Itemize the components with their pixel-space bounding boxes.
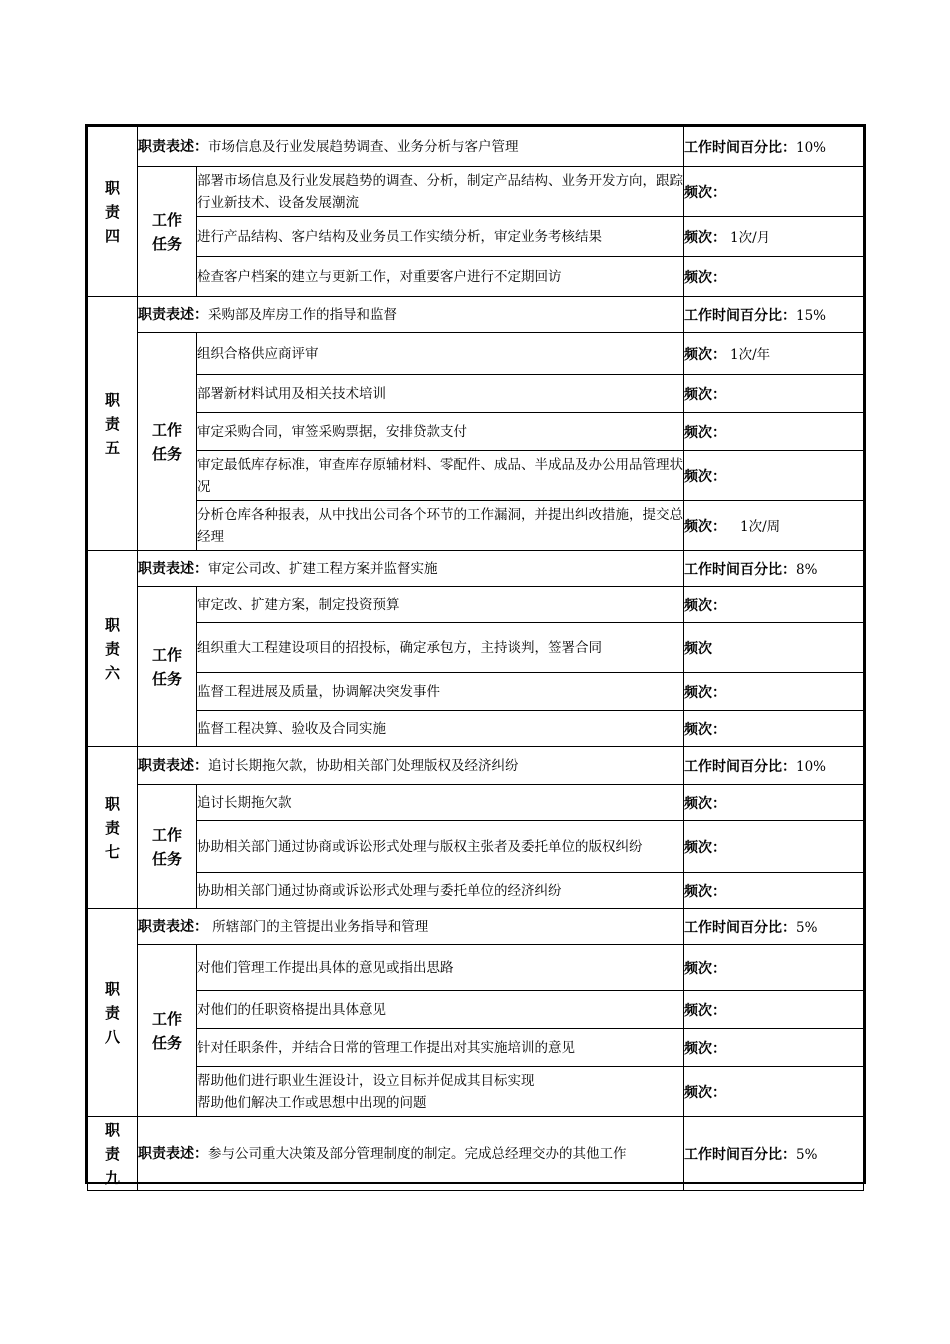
frequency-cell: 频次： bbox=[684, 991, 864, 1029]
duty-description: 职责表述：参与公司重大决策及部分管理制度的制定。完成总经理交办的其他工作 bbox=[138, 1117, 684, 1191]
task-text: 对他们管理工作提出具体的意见或指出思路 bbox=[197, 945, 684, 991]
duty-title: 职 责 五 bbox=[88, 297, 138, 551]
duty-title: 职 责 七 bbox=[88, 747, 138, 909]
task-text: 监督工程进展及质量，协调解决突发事件 bbox=[197, 673, 684, 711]
time-percent-cell: 工作时间百分比：5% bbox=[684, 909, 864, 945]
task-row bbox=[88, 217, 864, 257]
frequency-cell: 频次： 1次/周 bbox=[684, 501, 864, 551]
time-percent-cell: 工作时间百分比：15% bbox=[684, 297, 864, 333]
task-row bbox=[88, 501, 864, 551]
frequency-cell: 频次： 1次/月 bbox=[684, 217, 864, 257]
task-row bbox=[88, 673, 864, 711]
task-row bbox=[88, 451, 864, 501]
work-tasks-label: 工作 任务 bbox=[138, 587, 197, 747]
work-tasks-label: 工作 任务 bbox=[138, 785, 197, 909]
time-percent-cell: 工作时间百分比：10% bbox=[684, 747, 864, 785]
task-row bbox=[88, 1029, 864, 1067]
task-row bbox=[88, 785, 864, 821]
duty-description: 职责表述：市场信息及行业发展趋势调查、业务分析与客户管理 bbox=[138, 127, 684, 167]
task-text: 检查客户档案的建立与更新工作，对重要客户进行不定期回访 bbox=[197, 257, 684, 297]
task-text: 进行产品结构、客户结构及业务员工作实绩分析，审定业务考核结果 bbox=[197, 217, 684, 257]
task-text: 审定改、扩建方案，制定投资预算 bbox=[197, 587, 684, 623]
task-row bbox=[88, 587, 864, 623]
duty-row bbox=[88, 1117, 864, 1191]
task-text: 针对任职条件，并结合日常的管理工作提出对其实施培训的意见 bbox=[197, 1029, 684, 1067]
task-text: 监督工程决算、验收及合同实施 bbox=[197, 711, 684, 747]
duty-row bbox=[88, 551, 864, 587]
work-tasks-label: 工作 任务 bbox=[138, 167, 197, 297]
task-text: 帮助他们进行职业生涯设计，设立目标并促成其目标实现 帮助他们解决工作或思想中出现的问题 bbox=[197, 1067, 684, 1117]
task-text: 组织重大工程建设项目的招投标，确定承包方，主持谈判，签署合同 bbox=[197, 623, 684, 673]
work-tasks-label: 工作 任务 bbox=[138, 333, 197, 551]
frequency-cell: 频次： bbox=[684, 587, 864, 623]
task-text: 部署新材料试用及相关技术培训 bbox=[197, 375, 684, 413]
task-row bbox=[88, 413, 864, 451]
frequency-cell: 频次： bbox=[684, 167, 864, 217]
time-percent-cell: 工作时间百分比：10% bbox=[684, 127, 864, 167]
task-text: 追讨长期拖欠款 bbox=[197, 785, 684, 821]
task-row bbox=[88, 711, 864, 747]
frequency-cell: 频次： bbox=[684, 1029, 864, 1067]
task-row bbox=[88, 821, 864, 873]
frequency-cell: 频次： bbox=[684, 1067, 864, 1117]
frequency-cell: 频次： bbox=[684, 785, 864, 821]
frequency-cell: 频次： bbox=[684, 413, 864, 451]
task-text: 对他们的任职资格提出具体意见 bbox=[197, 991, 684, 1029]
duty-row bbox=[88, 747, 864, 785]
task-text: 协助相关部门通过协商或诉讼形式处理与委托单位的经济纠纷 bbox=[197, 873, 684, 909]
frequency-cell: 频次： bbox=[684, 375, 864, 413]
time-percent-cell: 工作时间百分比：5% bbox=[684, 1117, 864, 1191]
frequency-cell: 频次： bbox=[684, 711, 864, 747]
task-text: 分析仓库各种报表，从中找出公司各个环节的工作漏洞，并提出纠改措施，提交总经理 bbox=[197, 501, 684, 551]
task-row bbox=[88, 991, 864, 1029]
frequency-cell: 频次： bbox=[684, 451, 864, 501]
task-row bbox=[88, 873, 864, 909]
frequency-cell: 频次： bbox=[684, 873, 864, 909]
duty-description: 职责表述：采购部及库房工作的指导和监督 bbox=[138, 297, 684, 333]
task-text: 部署市场信息及行业发展趋势的调查、分析，制定产品结构、业务开发方向，跟踪行业新技术、设备发展潮流 bbox=[197, 167, 684, 217]
duty-description: 职责表述： 所辖部门的主管提出业务指导和管理 bbox=[138, 909, 684, 945]
task-text: 审定最低库存标准，审查库存原辅材料、零配件、成品、半成品及办公用品管理状况 bbox=[197, 451, 684, 501]
frequency-cell: 频次 bbox=[684, 623, 864, 673]
task-text: 审定采购合同，审签采购票据，安排贷款支付 bbox=[197, 413, 684, 451]
duty-description: 职责表述：审定公司改、扩建工程方案并监督实施 bbox=[138, 551, 684, 587]
frequency-cell: 频次： 1次/年 bbox=[684, 333, 864, 375]
task-row bbox=[88, 333, 864, 375]
task-text: 组织合格供应商评审 bbox=[197, 333, 684, 375]
duty-title: 职 责 九 bbox=[88, 1117, 138, 1191]
duty-title: 职 责 六 bbox=[88, 551, 138, 747]
task-row bbox=[88, 623, 864, 673]
duty-description: 职责表述：追讨长期拖欠款，协助相关部门处理版权及经济纠纷 bbox=[138, 747, 684, 785]
task-row bbox=[88, 945, 864, 991]
duty-row bbox=[88, 297, 864, 333]
duty-table-sheet bbox=[85, 124, 866, 1187]
frequency-cell: 频次： bbox=[684, 945, 864, 991]
duty-title: 职 责 四 bbox=[88, 127, 138, 297]
work-tasks-label: 工作 任务 bbox=[138, 945, 197, 1117]
time-percent-cell: 工作时间百分比：8% bbox=[684, 551, 864, 587]
duty-title: 职 责 八 bbox=[88, 909, 138, 1117]
frequency-cell: 频次： bbox=[684, 673, 864, 711]
task-row bbox=[88, 257, 864, 297]
task-text: 协助相关部门通过协商或诉讼形式处理与版权主张者及委托单位的版权纠纷 bbox=[197, 821, 684, 873]
duty-row bbox=[88, 127, 864, 167]
task-row bbox=[88, 167, 864, 217]
duty-table bbox=[87, 126, 864, 1191]
duty-row bbox=[88, 909, 864, 945]
frequency-cell: 频次： bbox=[684, 821, 864, 873]
frequency-cell: 频次： bbox=[684, 257, 864, 297]
task-row bbox=[88, 1067, 864, 1117]
task-row bbox=[88, 375, 864, 413]
